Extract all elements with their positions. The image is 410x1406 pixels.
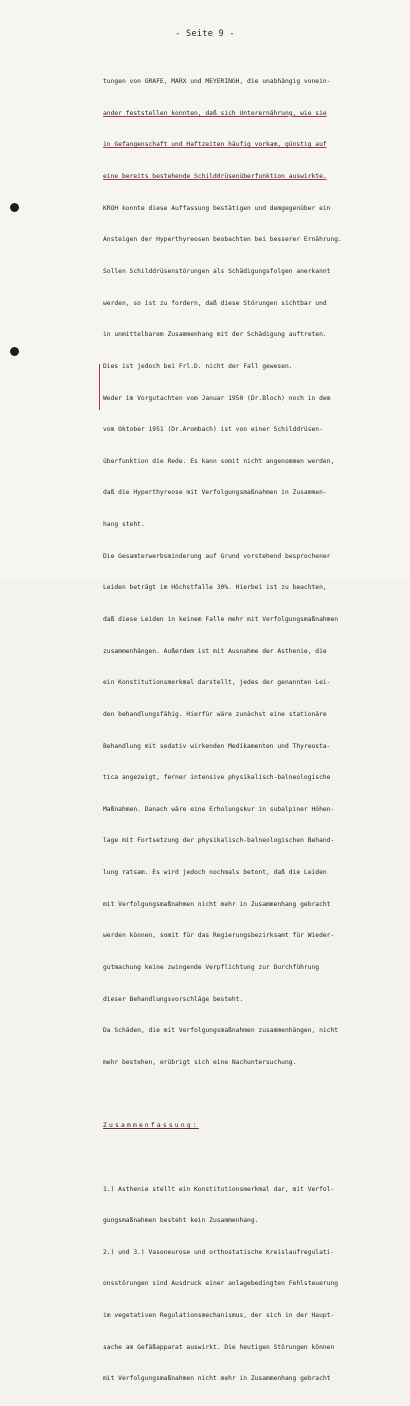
text-line: Dies ist jedoch bei Frl.D. nicht der Fall gewesen.: [103, 362, 293, 370]
text-line: Weder im Vorgutachten vom Januar 1950 (Dr.Bloch) noch in dem: [103, 394, 331, 402]
text-line: Die Gesamterwerbsminderung auf Grund vorstehend besprochener: [103, 552, 331, 560]
text-line: vom Oktober 1951 (Dr.Arombach) ist von einer Schilddrüsen-: [103, 426, 323, 434]
text-line: hang steht.: [103, 521, 145, 529]
text-line: den behandlungsfähig. Hierfür wäre zunächst eine stationäre: [103, 710, 327, 718]
text-line: werden können, somit für das Regierungsbezirksamt für Wieder-: [103, 932, 335, 940]
text-line: mit Verfolgungsmaßnahmen nicht mehr in Zusammenhang gebracht: [103, 900, 331, 908]
text-line: ein Konstitutionsmerkmal darstellt, jedes der genannten Lei-: [103, 679, 331, 687]
margin-mark: [99, 364, 100, 410]
text-line: KROH konnte diese Auffassung bestätigen und demgegenüber ein: [103, 204, 331, 212]
text-line: Da Schäden, die mit Verfolgungsmaßnahmen zusammenhängen, nicht: [103, 1027, 339, 1035]
text-line: 1.) Asthenie stellt ein Konstitutionsmerkmal dar, mit Verfol-: [103, 1185, 335, 1193]
text-line: Sollen Schilddrüsenstörungen als Schädigungsfolgen anerkannt: [103, 267, 331, 275]
summary-heading: Zusammenfassung:: [103, 1122, 199, 1130]
text-line: überfunktion die Rede. Es kann somit nicht angenommen werden,: [103, 457, 335, 465]
text-line: Behandlung mit sedativ wirkenden Medikamenten und Thyreosta-: [103, 742, 331, 750]
text-line: sache am Gefäßapparat auswirkt. Die heutigen Störungen können: [103, 1343, 335, 1351]
text-line: in Gefangenschaft und Haftzeiten häufig vorkam, günstig auf: [103, 141, 327, 149]
text-line: lage mit Fortsetzung der physikalisch-balneologischen Behand-: [103, 837, 335, 845]
punch-hole-top: [10, 203, 19, 212]
text-line: daß diese Leiden in keinem Falle mehr mit Verfolgungsmaßnahmen: [103, 615, 339, 623]
document-body: [103, 56, 408, 1406]
blank-line: [103, 1153, 408, 1164]
text-line: dieser Behandlungsvorschläge besteht.: [103, 995, 244, 1003]
text-line: zusammenhängen. Außerdem ist mit Ausnahme der Asthenie, die: [103, 647, 327, 655]
punch-hole-bottom: [10, 347, 19, 356]
text-line: Ansteigen der Hyperthyreosen beobachten bei besserer Ernährung.: [103, 236, 342, 244]
text-line: gutmachung keine zwingende Verpflichtung zur Durchführung: [103, 964, 320, 972]
text-line: im vegetativen Regulationsmechanismus, der sich in der Haupt-: [103, 1312, 335, 1320]
text-line: Leiden beträgt im Höchstfalle 30%. Hierbei ist zu beachten,: [103, 584, 327, 592]
text-line: onsstörungen sind Ausdruck einer anlagebedingten Fehlsteuerung: [103, 1280, 339, 1288]
page-number: - Seite 9 -: [175, 29, 235, 39]
text-line: daß die Hyperthyreose mit Verfolgungsmaßnahmen in Zusammen-: [103, 489, 327, 497]
text-line: in unmittelbarem Zusammenhang mit der Schädigung auftreten.: [103, 331, 327, 339]
text-line: werden, so ist zu fordern, daß diese Störungen sichtbar und: [103, 299, 327, 307]
text-line: ander feststellen konnten, daß sich Unterernährung, wie sie: [103, 109, 327, 117]
text-line: eine bereits bestehende Schilddrüsenüberfunktion auswirkte.: [103, 173, 327, 181]
text-line: 2.) und 3.) Vasoneurose und orthostatische Kreislaufregulati-: [103, 1248, 335, 1256]
text-line: lung ratsam. Es wird jedoch nochmals betont, daß die Leiden: [103, 869, 327, 877]
text-line: mehr bestehen, erübrigt sich eine Nachuntersuchung.: [103, 1058, 297, 1066]
text-line: tungen von GRAFE, MARX und MEYERINGH, die unabhängig vonein-: [103, 78, 331, 86]
text-line: Maßnahmen. Danach wäre eine Erholungskur in subalpiner Höhen-: [103, 805, 335, 813]
text-line: tica angezeigt, ferner intensive physikalisch-balneologische: [103, 774, 331, 782]
text-line: gungsmaßnahmen besteht kein Zusammenhang.: [103, 1217, 259, 1225]
text-line: mit Verfolgungsmaßnahmen nicht mehr in Zusammenhang gebracht: [103, 1375, 331, 1383]
blank-line: [103, 1090, 408, 1101]
